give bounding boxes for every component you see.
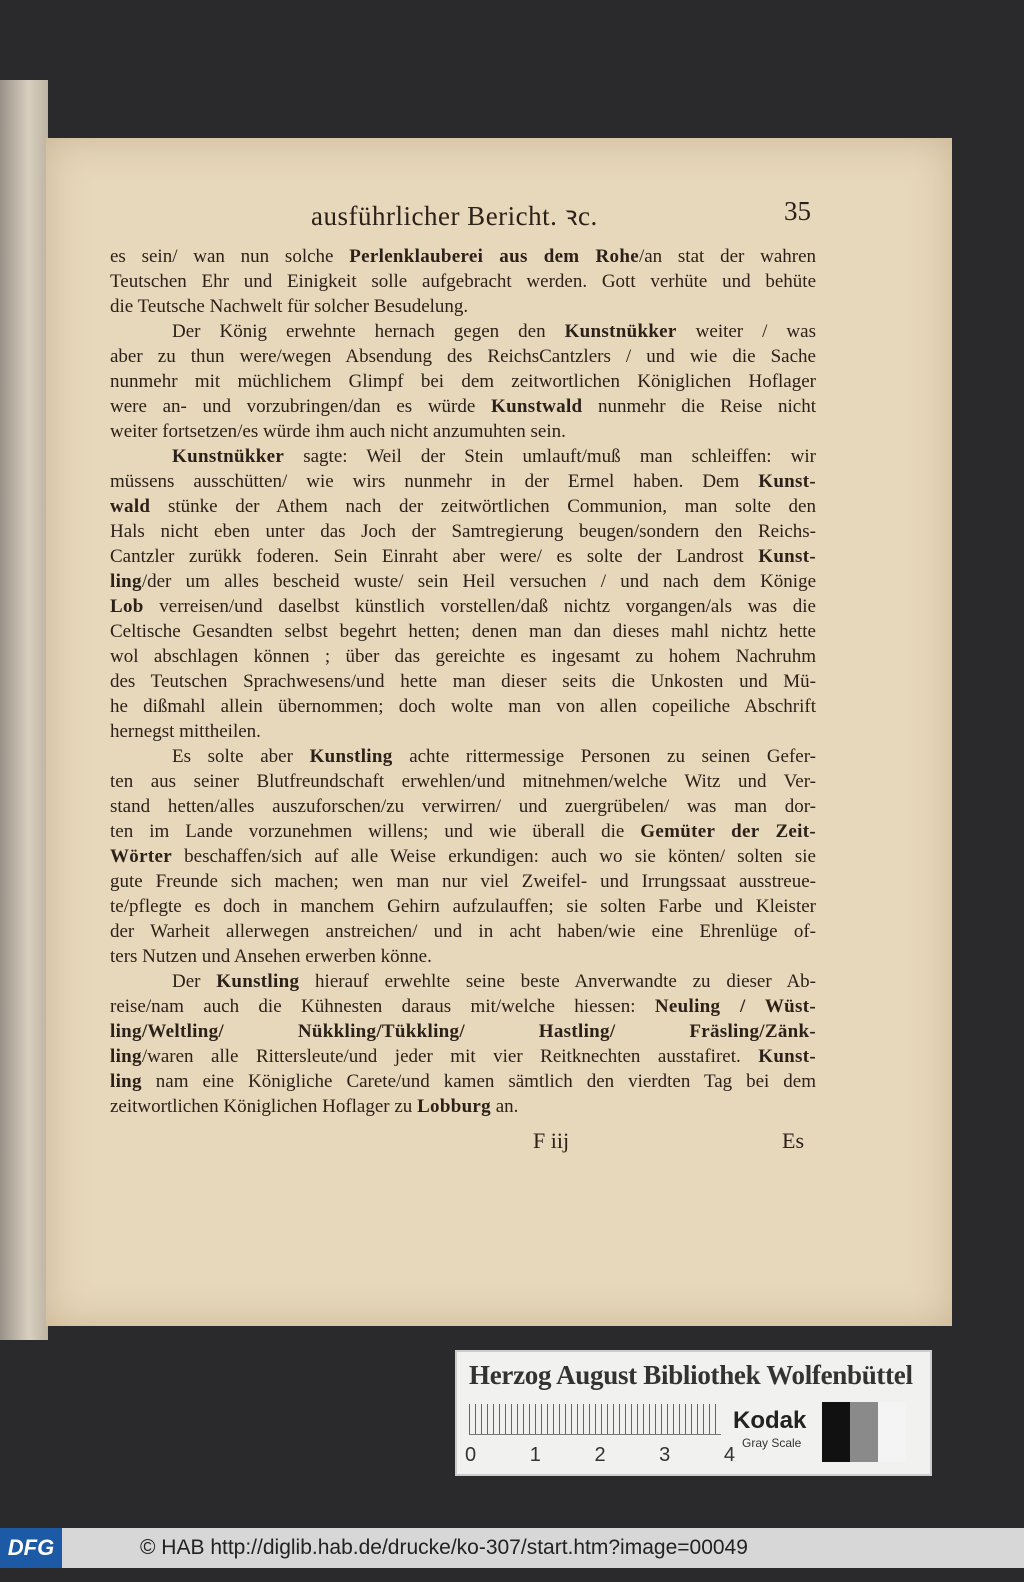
- text-line: [110, 669, 816, 694]
- color-calibration-card: [455, 1350, 932, 1476]
- text-line: [110, 944, 816, 969]
- emphasized-name: Wörter: [110, 846, 172, 867]
- text-segment: aber zu thun were/wegen Absendung des ReichsCantzlers / und wie die Sache: [110, 346, 816, 367]
- gray-patch: [878, 1402, 906, 1462]
- text-line: [110, 819, 816, 844]
- text-segment: Hals nicht eben unter das Joch der Samtregierung beugen/sondern den Reichs-: [110, 521, 816, 542]
- text-segment: te/pflegte es doch in manchem Gehirn aufzulauffen; sie solten Farbe und Kleister: [110, 896, 816, 917]
- text-line: [110, 694, 816, 719]
- text-line: [110, 919, 816, 944]
- emphasized-name: Kunst-: [758, 546, 816, 567]
- text-segment: es sein/ wan nun solche: [110, 246, 350, 267]
- text-line: [110, 594, 816, 619]
- ruler-number: 2: [594, 1444, 606, 1466]
- text-line: [110, 1069, 816, 1094]
- text-segment: zeitwortlichen Königlichen Hoflager zu: [110, 1096, 418, 1117]
- footer-bar: [0, 1528, 1024, 1568]
- page-number: 35: [784, 196, 811, 226]
- text-line: [110, 244, 816, 269]
- text-line: [110, 344, 816, 369]
- emphasized-name: Kunstling: [309, 746, 393, 767]
- text-line: [110, 544, 816, 569]
- signature-mark: F iij: [533, 1128, 570, 1153]
- text-line: [110, 419, 816, 444]
- text-line: [110, 569, 816, 594]
- emphasized-name: Kunstling: [216, 971, 300, 992]
- text-segment: nam eine Königliche Carete/und kamen sämtlich den vierdten Tag bei dem: [141, 1071, 816, 1092]
- catchword: Es: [782, 1128, 804, 1153]
- text-line: [110, 844, 816, 869]
- text-segment: müssens ausschütten/ wie wirs nunmehr in der Ermel haben. Dem: [110, 471, 759, 492]
- text-segment: Der: [172, 971, 217, 992]
- text-line: [110, 994, 816, 1019]
- text-segment: Es solte aber: [172, 746, 310, 767]
- emphasized-name: Kunst-: [758, 471, 816, 492]
- adjacent-page-edge: [0, 80, 48, 1340]
- text-segment: nunmehr die Reise nicht: [582, 396, 816, 417]
- text-segment: weiter fortsetzen/es würde ihm auch nicht anzumuhten sein.: [110, 421, 566, 442]
- text-line: [110, 1019, 816, 1044]
- text-segment: stand hetten/alles auszuforschen/zu verwirren/ und zuergrübelen/ was man dor-: [110, 796, 816, 817]
- text-line: [110, 294, 816, 319]
- text-line: [110, 1094, 816, 1119]
- text-segment: der Warheit allerwegen anstreichen/ und in acht haben/wie eine Ehrenlüge of-: [110, 921, 816, 942]
- emphasized-name: Lob: [110, 596, 144, 617]
- emphasized-name: ling/Weltling/ Nükkling/Tükkling/ Hastling/ Fräsling/Zänk-: [110, 1021, 816, 1042]
- text-segment: Teutschen Ehr und Einigkeit solle aufgebracht werden. Gott verhüte und behüte: [110, 271, 816, 292]
- ruler-scale: [469, 1404, 721, 1435]
- text-segment: achte rittermessige Personen zu seinen Gefer-: [392, 746, 816, 767]
- emphasized-name: Kunstnükker: [172, 446, 285, 467]
- text-segment: ten im Lande vorzunehmen willens; und wie überall die: [110, 821, 641, 842]
- running-head: ausführlicher Bericht. ꝛc.: [311, 201, 598, 231]
- ruler-number: 3: [659, 1444, 671, 1466]
- text-segment: Celtische Gesandten selbst begehrt hetten; denen man dan dieses mahl nichtz hette: [110, 621, 816, 642]
- text-line: [110, 444, 816, 469]
- text-segment: ters Nutzen und Ansehen erwerben könne.: [110, 946, 432, 967]
- text-segment: an.: [490, 1096, 519, 1117]
- text-segment: Der König erwehnte hernach gegen den: [172, 321, 565, 342]
- text-line: [110, 469, 816, 494]
- emphasized-name: ling: [110, 571, 142, 592]
- page-body-text: [110, 244, 816, 1119]
- emphasized-name: wald: [110, 496, 151, 517]
- dfg-logo: DFG: [0, 1528, 62, 1568]
- scanned-page: [46, 138, 952, 1326]
- text-segment: gute Freunde sich machen; wen man nur viel Zweifel- und Irrungssaat ausstreue-: [110, 871, 816, 892]
- card-title: Herzog August Bibliothek Wolfenbüttel: [469, 1360, 913, 1390]
- text-line: [110, 869, 816, 894]
- ruler-number: 1: [529, 1444, 541, 1466]
- gray-patch: [850, 1402, 878, 1462]
- text-segment: /an stat der wahren: [638, 246, 816, 267]
- text-segment: sagte: Weil der Stein umlauft/muß man schleiffen: wir: [284, 446, 816, 467]
- text-segment: verreisen/und daselbst künstlich vorstellen/daß nichtz vorgangen/als was die: [143, 596, 816, 617]
- text-segment: hierauf erwehlte seine beste Anverwandte zu dieser Ab-: [299, 971, 816, 992]
- emphasized-name: Perlenklauberei aus dem Rohe: [349, 246, 639, 267]
- text-segment: hernegst mittheilen.: [110, 721, 261, 742]
- text-line: [110, 494, 816, 519]
- emphasized-name: Gemüter der Zeit-: [640, 821, 816, 842]
- kodak-logo: Kodak: [733, 1407, 807, 1434]
- emphasized-name: Lobburg: [417, 1096, 491, 1117]
- text-segment: stünke der Athem nach der zeitwörtlichen Communion, man solte den: [150, 496, 816, 517]
- text-segment: ten aus seiner Blutfreundschaft erwehlen/und mitnehmen/welche Witz und Ver-: [110, 771, 816, 792]
- text-segment: nunmehr mit müchlichem Glimpf bei dem zeitwortlichen Königlichen Hoflager: [110, 371, 816, 392]
- text-line: [110, 744, 816, 769]
- text-line: [110, 519, 816, 544]
- text-segment: wol abschlagen können ; über das gereichte es ingesamt zu hohem Nachruhm: [110, 646, 816, 667]
- gray-patch: [822, 1402, 850, 1462]
- ruler-numbers: [465, 1444, 735, 1467]
- text-line: [110, 769, 816, 794]
- text-segment: Cantzler zurükk foderen. Sein Einraht aber were/ es solte der Landrost: [110, 546, 759, 567]
- emphasized-name: Kunst-: [758, 1046, 816, 1067]
- ruler-number: 4: [723, 1444, 735, 1466]
- text-line: [110, 719, 816, 744]
- text-line: [110, 319, 816, 344]
- text-segment: weiter / was: [676, 321, 816, 342]
- copyright-link[interactable]: © HAB http://diglib.hab.de/drucke/ko-307/start.htm?image=00049: [140, 1536, 748, 1559]
- text-line: [110, 794, 816, 819]
- text-segment: beschaffen/sich auf alle Weise erkundigen: auch wo sie könten/ solten sie: [171, 846, 816, 867]
- text-line: [110, 369, 816, 394]
- text-line: [110, 894, 816, 919]
- ruler-number: 0: [465, 1444, 477, 1466]
- text-segment: /waren alle Rittersleute/und jeder mit vier Reitknechten ausstafiret.: [141, 1046, 759, 1067]
- emphasized-name: ling: [110, 1046, 142, 1067]
- text-segment: die Teutsche Nachwelt für solcher Besudelung.: [110, 296, 469, 317]
- text-line: [110, 619, 816, 644]
- text-segment: he dißmahl allein übernommen; doch wolte man von allen copeiliche Abschrift: [110, 696, 816, 717]
- emphasized-name: Kunstnükker: [564, 321, 677, 342]
- text-line: [110, 269, 816, 294]
- text-segment: were an- und vorzubringen/dan es würde: [110, 396, 491, 417]
- emphasized-name: ling: [110, 1071, 142, 1092]
- emphasized-name: Kunstwald: [490, 396, 583, 417]
- text-line: [110, 969, 816, 994]
- text-line: [110, 394, 816, 419]
- emphasized-name: Neuling / Wüst-: [654, 996, 816, 1017]
- text-segment: /der um alles bescheid wuste/ sein Heil versuchen / und nach dem Könige: [141, 571, 816, 592]
- gray-scale-label: Gray Scale: [742, 1436, 802, 1450]
- text-line: [110, 1044, 816, 1069]
- text-segment: des Teutschen Sprachwesens/und hette man dieser seits die Unkosten und Mü-: [110, 671, 816, 692]
- text-line: [110, 644, 816, 669]
- text-segment: reise/nam auch die Kühnesten daraus mit/welche hiessen:: [110, 996, 655, 1017]
